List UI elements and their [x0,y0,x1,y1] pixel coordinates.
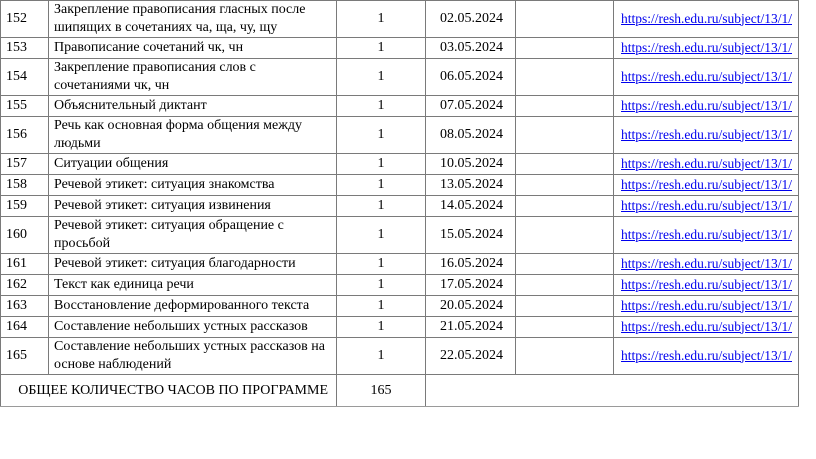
empty-cell [516,338,614,375]
lesson-topic-line: Правописание сочетаний чк, чн [54,40,244,55]
table-row [1,175,799,196]
lesson-number-cell: 165 [1,338,49,375]
lesson-topic-line: Речевой этикет: ситуация обращение с [54,218,284,233]
date-cell: 20.05.2024 [426,296,516,317]
resource-link-cell [614,338,799,375]
resource-link[interactable]: https://resh.edu.ru/subject/13/1/ [621,255,792,271]
hours-cell: 1 [337,296,426,317]
lesson-topic-line: Ситуации общения [54,156,169,171]
hours-cell: 1 [337,275,426,296]
empty-cell [516,254,614,275]
table-body [1,1,799,407]
lesson-topic-cell [49,38,337,59]
lesson-topic-cell [49,175,337,196]
empty-cell [516,59,614,96]
hours-cell: 1 [337,154,426,175]
table-row [1,275,799,296]
resource-link-cell [614,117,799,154]
resource-link[interactable]: https://resh.edu.ru/subject/13/1/ [621,155,792,171]
lesson-topic-line: шипящих в сочетаниях ча, ща, чу, щу [54,20,278,35]
table-row [1,96,799,117]
lesson-number-cell: 157 [1,154,49,175]
lesson-number-cell: 158 [1,175,49,196]
empty-cell [516,217,614,254]
table-row [1,117,799,154]
table-row [1,154,799,175]
resource-link[interactable]: https://resh.edu.ru/subject/13/1/ [621,176,792,192]
hours-cell: 1 [337,338,426,375]
empty-cell [516,117,614,154]
lesson-topic-cell [49,154,337,175]
lesson-number-cell: 164 [1,317,49,338]
lesson-topic-line: Закрепление правописания слов с [54,60,256,75]
empty-cell [516,317,614,338]
hours-cell: 1 [337,1,426,38]
total-empty-cell [426,375,799,407]
resource-link[interactable]: https://resh.edu.ru/subject/13/1/ [621,97,792,113]
lesson-topic-line: сочетаниями чк, чн [54,78,170,93]
total-hours: 165 [337,375,426,407]
hours-cell: 1 [337,217,426,254]
date-cell: 14.05.2024 [426,196,516,217]
hours-cell: 1 [337,254,426,275]
resource-link-cell [614,1,799,38]
date-cell: 08.05.2024 [426,117,516,154]
total-row [1,375,799,407]
resource-link-cell [614,96,799,117]
table-row [1,254,799,275]
empty-cell [516,1,614,38]
lesson-topic-cell [49,254,337,275]
hours-cell: 1 [337,317,426,338]
date-cell: 06.05.2024 [426,59,516,96]
lesson-topic-cell [49,317,337,338]
lesson-number-cell: 152 [1,1,49,38]
table-row [1,196,799,217]
lesson-topic-cell [49,117,337,154]
lesson-number-cell: 160 [1,217,49,254]
hours-cell: 1 [337,196,426,217]
resource-link-cell [614,296,799,317]
lesson-topic-cell [49,59,337,96]
resource-link[interactable]: https://resh.edu.ru/subject/13/1/ [621,68,792,84]
resource-link[interactable]: https://resh.edu.ru/subject/13/1/ [621,126,792,142]
table-row [1,38,799,59]
resource-link[interactable]: https://resh.edu.ru/subject/13/1/ [621,347,792,363]
date-cell: 13.05.2024 [426,175,516,196]
lesson-topic-cell [49,275,337,296]
resource-link[interactable]: https://resh.edu.ru/subject/13/1/ [621,318,792,334]
lesson-topic-cell [49,96,337,117]
resource-link-cell [614,38,799,59]
lesson-topic-line: Текст как единица речи [54,277,194,292]
resource-link-cell [614,175,799,196]
resource-link-cell [614,254,799,275]
resource-link[interactable]: https://resh.edu.ru/subject/13/1/ [621,39,792,55]
lesson-topic-line: Речевой этикет: ситуация благодарности [54,256,296,271]
resource-link-cell [614,275,799,296]
table-row [1,338,799,375]
lesson-number-cell: 156 [1,117,49,154]
empty-cell [516,96,614,117]
lesson-topic-line: Составление небольших устных рассказов [54,319,308,334]
resource-link-cell [614,217,799,254]
date-cell: 22.05.2024 [426,338,516,375]
hours-cell: 1 [337,38,426,59]
hours-cell: 1 [337,96,426,117]
resource-link-cell [614,154,799,175]
empty-cell [516,275,614,296]
lesson-topic-line: Речевой этикет: ситуация знакомства [54,177,275,192]
date-cell: 15.05.2024 [426,217,516,254]
date-cell: 16.05.2024 [426,254,516,275]
lesson-number-cell: 163 [1,296,49,317]
lesson-topic-cell [49,1,337,38]
resource-link[interactable]: https://resh.edu.ru/subject/13/1/ [621,226,792,242]
lesson-number-cell: 162 [1,275,49,296]
lesson-topic-line: Восстановление деформированного текста [54,298,310,313]
lesson-topic-cell [49,217,337,254]
date-cell: 03.05.2024 [426,38,516,59]
lesson-topic-line: Речь как основная форма общения между [54,118,303,133]
lesson-number-cell: 153 [1,38,49,59]
resource-link[interactable]: https://resh.edu.ru/subject/13/1/ [621,197,792,213]
resource-link[interactable]: https://resh.edu.ru/subject/13/1/ [621,276,792,292]
lesson-topic-line: Составление небольших устных рассказов на [54,339,325,354]
lesson-topic-line: основе наблюдений [54,357,172,372]
table-row [1,1,799,38]
lesson-topic-line: людьми [54,136,101,151]
table-row [1,317,799,338]
empty-cell [516,175,614,196]
date-cell: 07.05.2024 [426,96,516,117]
table-row [1,217,799,254]
date-cell: 02.05.2024 [426,1,516,38]
empty-cell [516,296,614,317]
total-label: ОБЩЕЕ КОЛИЧЕСТВО ЧАСОВ ПО ПРОГРАММЕ [1,375,337,407]
lesson-number-cell: 159 [1,196,49,217]
resource-link-cell [614,59,799,96]
lesson-number-cell: 161 [1,254,49,275]
lesson-topic-cell [49,296,337,317]
lesson-topic-line: Объяснительный диктант [54,98,207,113]
resource-link-cell [614,196,799,217]
lesson-number-cell: 155 [1,96,49,117]
date-cell: 21.05.2024 [426,317,516,338]
lesson-number-cell: 154 [1,59,49,96]
hours-cell: 1 [337,117,426,154]
lesson-topic-line: Речевой этикет: ситуация извинения [54,198,271,213]
lesson-topic-line: просьбой [54,236,111,251]
hours-cell: 1 [337,59,426,96]
lesson-topic-line: Закрепление правописания гласных после [54,2,306,17]
date-cell: 10.05.2024 [426,154,516,175]
resource-link[interactable]: https://resh.edu.ru/subject/13/1/ [621,297,792,313]
table-row [1,296,799,317]
hours-cell: 1 [337,175,426,196]
date-cell: 17.05.2024 [426,275,516,296]
lesson-topic-cell [49,196,337,217]
lesson-topic-cell [49,338,337,375]
empty-cell [516,196,614,217]
resource-link-cell [614,317,799,338]
resource-link[interactable]: https://resh.edu.ru/subject/13/1/ [621,10,792,26]
table-row [1,59,799,96]
empty-cell [516,38,614,59]
empty-cell [516,154,614,175]
